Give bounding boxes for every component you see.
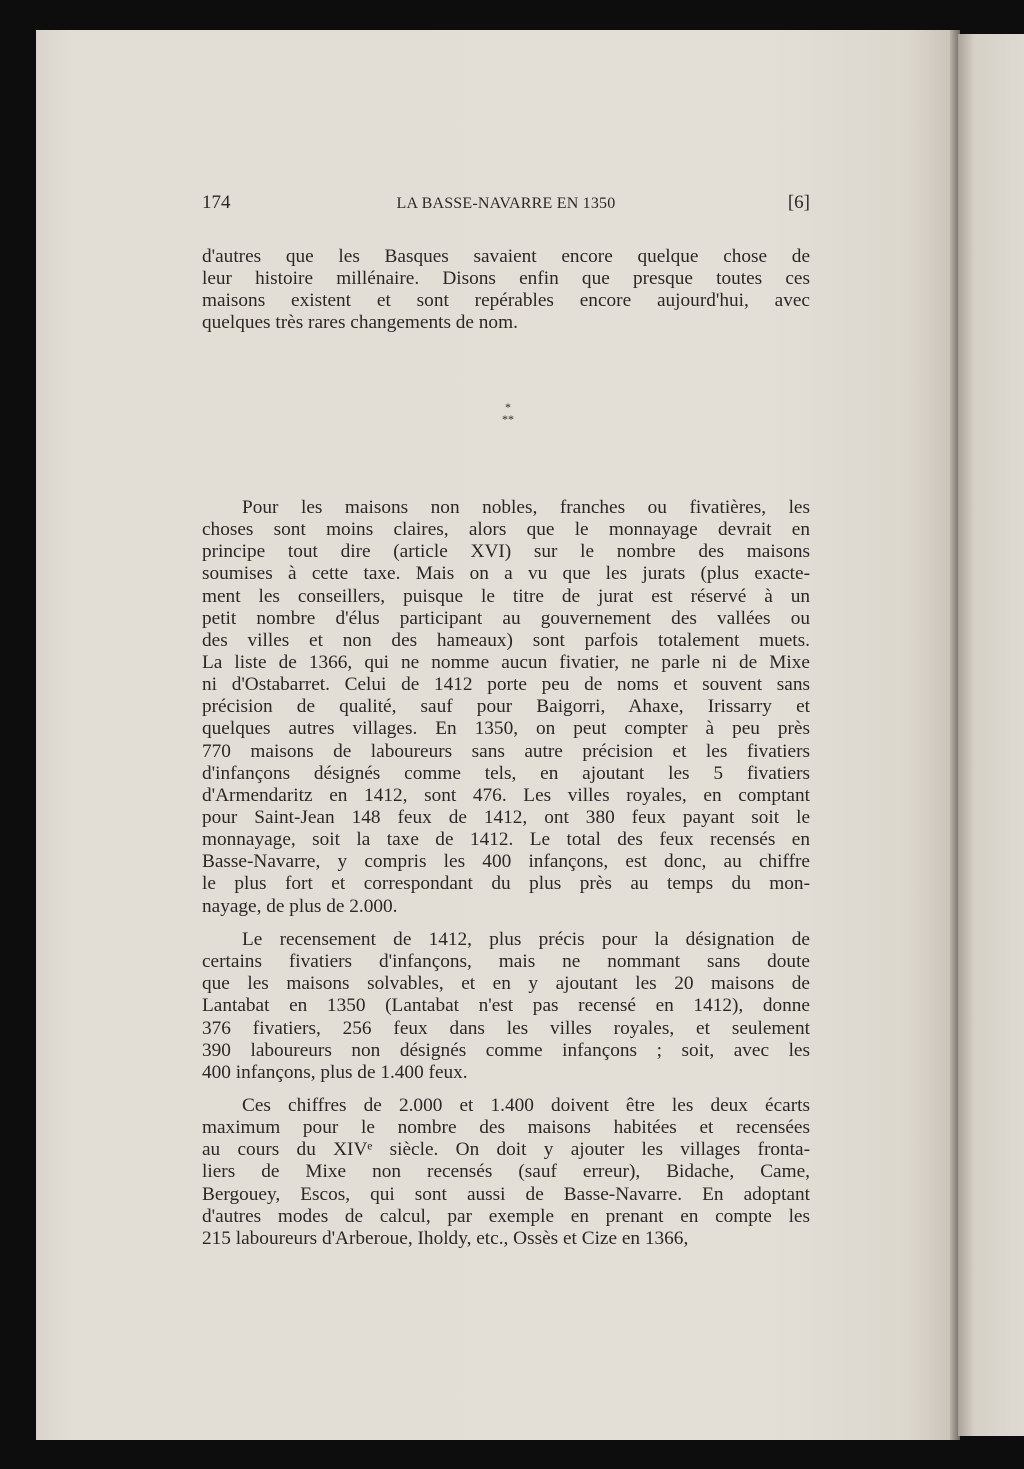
text-line: Le recensement de 1412, plus précis pour la désignation de (242, 929, 810, 950)
text-line: maximum pour le nombre des maisons habitées et recensées (202, 1117, 810, 1139)
page-number: 174 (202, 192, 231, 213)
text-line: choses sont moins claires, alors que le monnayage devrait en (202, 519, 810, 541)
text-line: liers de Mixe non recensés (sauf erreur), Bidache, Came, (202, 1161, 810, 1183)
text-line: 215 laboureurs d'Arberoue, Iholdy, etc., Ossès et Cize en 1366, (202, 1227, 689, 1249)
text-line: Basse-Navarre, y compris les 400 infançons, est donc, au chiffre (202, 851, 810, 873)
text-line: 390 laboureurs non désignés comme infançons ; soit, avec les (202, 1039, 810, 1061)
text-line: que les maisons solvables, et en y ajoutant les 20 maisons de (202, 973, 810, 995)
section-number: [6] (787, 192, 810, 213)
paragraph-1 (202, 246, 810, 335)
text-line: monnayage, soit la taxe de 1412. Le total des feux recensés en (202, 829, 810, 851)
text-line: au cours du XIVᵉ siècle. On doit y ajouter les villages fronta- (202, 1139, 810, 1161)
text-line: 770 maisons de laboureurs sans autre précision et les fivatiers (202, 740, 810, 762)
text-line: 400 infançons, plus de 1.400 feux. (202, 1061, 468, 1083)
text-line: d'infançons désignés comme tels, en ajoutant les 5 fivatiers (202, 762, 810, 784)
facing-page-edge (958, 34, 1024, 1436)
text-line: d'autres que les Basques savaient encore quelque chose de (202, 246, 810, 267)
text-line: maisons existent et sont repérables encore aujourd'hui, avec (202, 290, 810, 312)
text-line: ment les conseillers, puisque le titre de jurat est réservé à un (202, 585, 810, 607)
section-separator-asterism (496, 401, 520, 425)
text-line: quelques très rares changements de nom. (202, 312, 518, 334)
asterism-bottom: ** (502, 412, 514, 426)
text-line: d'autres modes de calcul, par exemple en prenant en compte les (202, 1205, 810, 1227)
paragraph-4 (202, 1095, 810, 1250)
text-line: 376 fivatiers, 256 feux dans les villes royales, et seulement (202, 1017, 810, 1039)
text-line: Pour les maisons non nobles, franches ou fivatières, les (242, 497, 810, 518)
text-line: Lantabat en 1350 (Lantabat n'est pas recensé en 1412), donne (202, 995, 810, 1017)
text-line: leur histoire millénaire. Disons enfin que presque toutes ces (202, 268, 810, 290)
text-line: ni d'Ostabarret. Celui de 1412 porte peu de noms et souvent sans (202, 674, 810, 696)
running-header (202, 192, 810, 218)
text-line: Ces chiffres de 2.000 et 1.400 doivent être les deux écarts (242, 1095, 810, 1116)
text-line: pour Saint-Jean 148 feux de 1412, ont 380 feux payant soit le (202, 806, 810, 828)
text-line: La liste de 1366, qui ne nomme aucun fivatier, ne parle ni de Mixe (202, 651, 810, 673)
text-line: d'Armendaritz en 1412, sont 476. Les villes royales, en comptant (202, 784, 810, 806)
text-line: principe tout dire (article XVI) sur le nombre des maisons (202, 541, 810, 563)
text-line: soumises à cette taxe. Mais on a vu que les jurats (plus exacte- (202, 563, 810, 585)
asterism-top: * (505, 400, 511, 414)
text-line: petit nombre d'élus participant au gouvernement des vallées ou (202, 607, 810, 629)
text-line: des villes et non des hameaux) sont parfois totalement muets. (202, 629, 810, 651)
text-line: nayage, de plus de 2.000. (202, 895, 398, 917)
text-line: précision de qualité, sauf pour Baigorri, Ahaxe, Irissarry et (202, 696, 810, 718)
paragraph-2 (202, 497, 810, 918)
text-line: le plus fort et correspondant du plus près au temps du mon- (202, 873, 810, 895)
paragraph-3 (202, 929, 810, 1084)
text-line: certains fivatiers d'infançons, mais ne nommant sans doute (202, 951, 810, 973)
running-title: LA BASSE-NAVARRE EN 1350 (396, 195, 616, 212)
text-line: Bergouey, Escos, qui sont aussi de Basse-Navarre. En adoptant (202, 1183, 810, 1205)
text-line: quelques autres villages. En 1350, on peut compter à peu près (202, 718, 810, 740)
